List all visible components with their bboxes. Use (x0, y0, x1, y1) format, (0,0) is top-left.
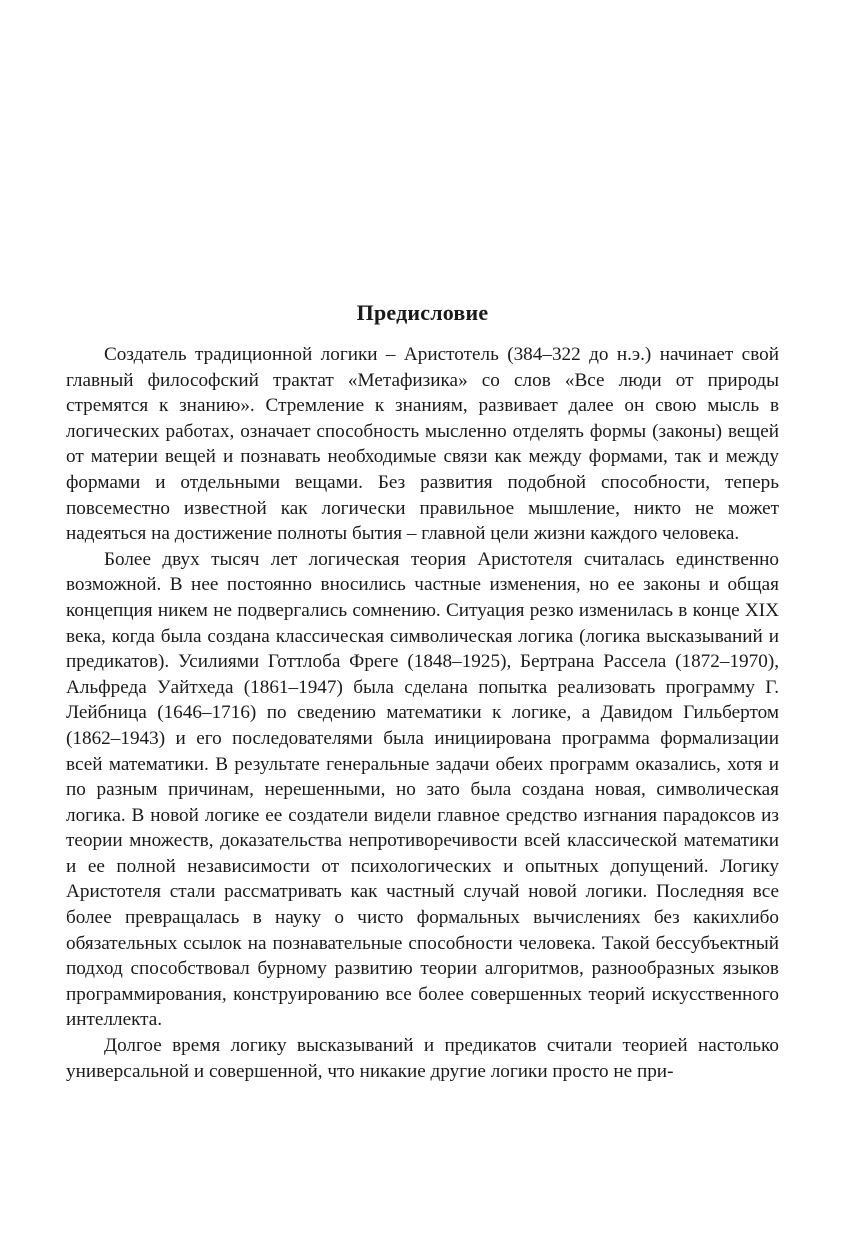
paragraph-3: Долгое время логику высказываний и предикатов считали теорией настолько универсальной и совершенной, что никакие другие логики просто не при- (66, 1035, 779, 1082)
paragraph-2: Более двух тысяч лет логическая теория Аристотеля считалась единственно возможной. В нее постоянно вносились частные изменения, но ее законы и общая концепция никем не подвергались сомнению. Ситуация резко изменилась в конце XIX века, когда была создана классическая символическая логика (логика высказываний и предикатов). Усилиями Готтлоба Фреге (1848–1925), Бертрана Рассела (1872–1970), Альфреда Уайтхеда (1861–1947) была сделана попытка реализовать программу Г. Лейбница (1646–1716) по сведению математики к логике, а Давидом Гильбертом (1862–1943) и его последователями была инициирована программа формализации всей математики. В результате генеральные задачи обеих программ оказались, хотя и по разным причинам, нерешенными, но зато была создана новая, символическая логика. В новой логике ее создатели видели главное средство изгнания парадоксов из теории множеств, доказательства непротиворечивости всей классической математики и ее полной независимости от психологических и опытных допущений. Логику Аристотеля стали рассматривать как частный случай новой логики. Последняя все более превращалась в науку о чисто формальных вычислениях без какихлибо обязательных ссылок на познавательные способности человека. Такой бессубъектный подход способствовал бурному развитию теории алгоритмов, разнообразных языков программирования, конструированию все более совершенных теорий искусственного интеллекта. (66, 548, 779, 1031)
page-title: Предисловие (356, 300, 489, 325)
page-content (66, 298, 779, 1084)
paragraph-1: Создатель традиционной логики – Аристотель (384–322 до н.э.) начинает свой главный философский трактат «Метафизика» со слов «Все люди от природы стремятся к знанию». Стремление к знаниям, развивает далее он свою мысль в логических работах, означает способность мысленно отделять формы (законы) вещей от материи вещей и познавать необходимые связи как между формами, так и между формами и отдельными вещами. Без развития подобной способности, теперь повсеместно известной как логически правильное мышление, никто не может надеяться на достижение полноты бытия – главной цели жизни каждого человека. (66, 344, 779, 545)
